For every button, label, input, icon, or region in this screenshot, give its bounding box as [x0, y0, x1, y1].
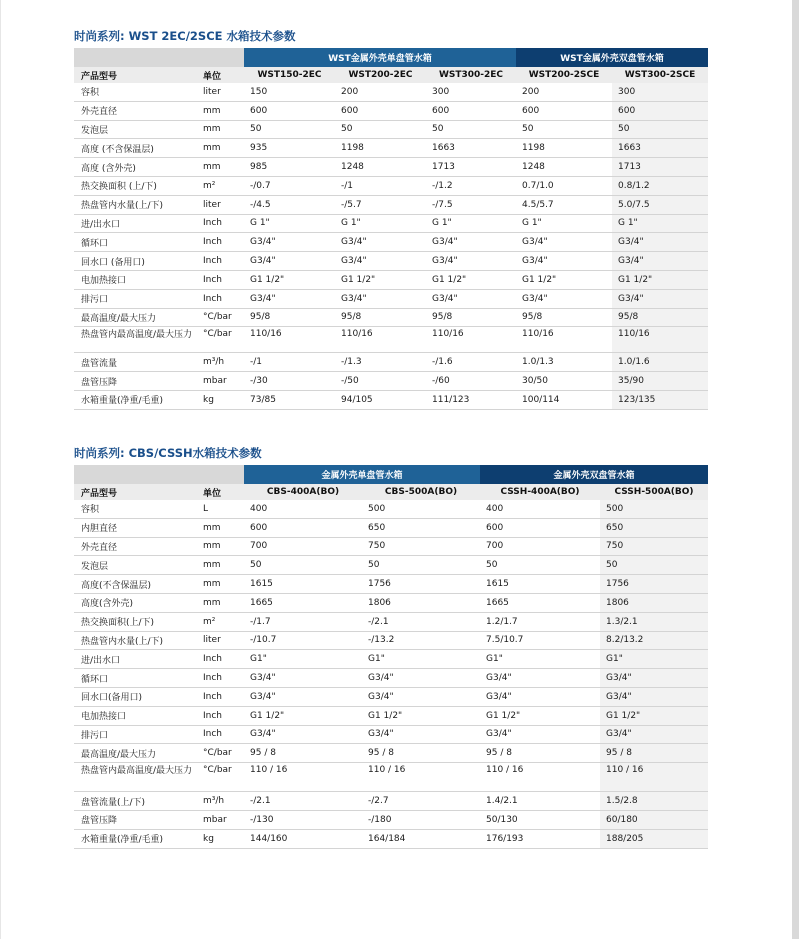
table-cell: 100/114 [516, 390, 612, 409]
column-header-model-name: WST300-2EC [426, 67, 516, 83]
table-cell: -/2.1 [244, 792, 362, 811]
table-cell: -/1 [335, 176, 426, 195]
table-cell: 30/50 [516, 372, 612, 391]
table-cell: 95/8 [335, 308, 426, 327]
table-cell: 600 [244, 101, 335, 120]
table-cell: G3/4" [516, 252, 612, 271]
table-cell: 650 [362, 518, 480, 537]
table-cell: -/5.7 [335, 195, 426, 214]
table-cell: 95/8 [516, 308, 612, 327]
row-label: 容积 [74, 500, 197, 518]
wst-column-header-row [74, 67, 708, 83]
table-cell: 110/16 [612, 327, 708, 353]
row-label: 排污口 [74, 289, 197, 308]
table-cell: 95 / 8 [362, 744, 480, 763]
table-cell: 300 [612, 83, 708, 101]
column-header-model-name: CBS-500A(BO) [362, 484, 480, 500]
table-row [74, 575, 708, 594]
row-unit: °C/bar [197, 308, 244, 327]
table-cell: G3/4" [244, 252, 335, 271]
row-unit: Inch [197, 706, 244, 725]
cbs-group-single-coil: 金属外壳单盘管水箱 [244, 465, 480, 484]
table-cell: 110 / 16 [362, 763, 480, 792]
table-cell: 50/130 [480, 810, 600, 829]
table-cell: G3/4" [244, 687, 362, 706]
row-unit: liter [197, 83, 244, 101]
table-cell: G3/4" [362, 725, 480, 744]
row-label: 高度 (含外壳) [74, 158, 197, 177]
table-row [74, 518, 708, 537]
row-unit: Inch [197, 687, 244, 706]
row-label: 进/出水口 [74, 214, 197, 233]
row-unit: Inch [197, 233, 244, 252]
table-cell: 50 [426, 120, 516, 139]
row-label: 热交换面积 (上/下) [74, 176, 197, 195]
row-label: 电加热接口 [74, 706, 197, 725]
row-unit: Inch [197, 214, 244, 233]
table-cell: 95/8 [426, 308, 516, 327]
table-row [74, 83, 708, 101]
row-unit: °C/bar [197, 327, 244, 353]
row-label: 热盘管内水量(上/下) [74, 195, 197, 214]
cbs-group-header-row [74, 465, 708, 484]
table-row [74, 537, 708, 556]
row-label: 容积 [74, 83, 197, 101]
table-cell: 110/16 [516, 327, 612, 353]
table-cell: 600 [612, 101, 708, 120]
table-cell: G3/4" [480, 687, 600, 706]
table-row [74, 650, 708, 669]
table-cell: 1615 [480, 575, 600, 594]
wst-section-title: 时尚系列: WST 2EC/2SCE 水箱技术参数 [74, 29, 296, 43]
table-cell: 123/135 [612, 390, 708, 409]
table-row [74, 289, 708, 308]
table-cell: -/13.2 [362, 631, 480, 650]
table-cell: 95/8 [244, 308, 335, 327]
table-row [74, 176, 708, 195]
row-unit: Inch [197, 252, 244, 271]
table-row [74, 252, 708, 271]
table-cell: -/4.5 [244, 195, 335, 214]
table-cell: 1663 [426, 139, 516, 158]
cbs-group-double-coil: 金属外壳双盘管水箱 [480, 465, 708, 484]
wst-group-double-coil: WST金属外壳双盘管水箱 [516, 48, 708, 67]
table-cell: -/2.1 [362, 612, 480, 631]
table-cell: G1" [244, 650, 362, 669]
table-cell: -/1.2 [426, 176, 516, 195]
table-cell: G 1" [612, 214, 708, 233]
table-row [74, 763, 708, 792]
group-header-blank [74, 465, 244, 484]
table-cell: G3/4" [600, 669, 708, 688]
table-row [74, 593, 708, 612]
table-cell: G3/4" [600, 725, 708, 744]
table-cell: -/2.7 [362, 792, 480, 811]
table-cell: G3/4" [426, 289, 516, 308]
table-row [74, 120, 708, 139]
table-cell: G1 1/2" [612, 270, 708, 289]
wst-spec-table [74, 48, 708, 410]
table-cell: 110 / 16 [480, 763, 600, 792]
row-label: 回水口(备用口) [74, 687, 197, 706]
table-cell: 500 [600, 500, 708, 518]
table-cell: G3/4" [335, 289, 426, 308]
table-cell: 1.0/1.3 [516, 353, 612, 372]
table-cell: 5.0/7.5 [612, 195, 708, 214]
table-cell: 200 [335, 83, 426, 101]
table-cell: G3/4" [244, 289, 335, 308]
table-cell: 1248 [516, 158, 612, 177]
table-cell: G1 1/2" [362, 706, 480, 725]
table-row [74, 725, 708, 744]
table-cell: 600 [516, 101, 612, 120]
row-unit: m² [197, 176, 244, 195]
table-cell: 1713 [426, 158, 516, 177]
row-label: 外壳直径 [74, 101, 197, 120]
table-cell: G3/4" [600, 687, 708, 706]
row-label: 盘管压降 [74, 810, 197, 829]
wst-group-header-row [74, 48, 708, 67]
row-label: 高度(含外壳) [74, 593, 197, 612]
row-unit: mm [197, 158, 244, 177]
table-cell: G1" [600, 650, 708, 669]
table-row [74, 195, 708, 214]
table-cell: 60/180 [600, 810, 708, 829]
table-cell: 0.7/1.0 [516, 176, 612, 195]
row-unit: mbar [197, 372, 244, 391]
table-cell: 110/16 [335, 327, 426, 353]
table-cell: 95 / 8 [244, 744, 362, 763]
table-cell: 935 [244, 139, 335, 158]
column-header-model-name: WST200-2EC [335, 67, 426, 83]
row-unit: °C/bar [197, 744, 244, 763]
table-cell: 985 [244, 158, 335, 177]
row-unit: Inch [197, 650, 244, 669]
row-label: 水箱重量(净重/毛重) [74, 390, 197, 409]
row-label: 回水口 (备用口) [74, 252, 197, 271]
row-label: 热盘管内最高温度/最大压力 [74, 763, 197, 792]
table-row [74, 744, 708, 763]
row-label: 循环口 [74, 233, 197, 252]
row-unit: kg [197, 390, 244, 409]
table-cell: 1.2/1.7 [480, 612, 600, 631]
table-cell: 1665 [480, 593, 600, 612]
table-cell: G 1" [335, 214, 426, 233]
table-row [74, 353, 708, 372]
table-cell: G3/4" [244, 725, 362, 744]
table-cell: 1.0/1.6 [612, 353, 708, 372]
row-unit: m³/h [197, 792, 244, 811]
table-cell: 188/205 [600, 829, 708, 848]
table-cell: G3/4" [612, 289, 708, 308]
table-cell: G1" [362, 650, 480, 669]
row-unit: m² [197, 612, 244, 631]
table-cell: -/1 [244, 353, 335, 372]
column-header-model-name: CSSH-500A(BO) [600, 484, 708, 500]
cbs-column-header-row [74, 484, 708, 500]
table-cell: 4.5/5.7 [516, 195, 612, 214]
table-row [74, 101, 708, 120]
table-row [74, 158, 708, 177]
row-label: 最高温度/最大压力 [74, 744, 197, 763]
row-label: 外壳直径 [74, 537, 197, 556]
table-cell: 1.3/2.1 [600, 612, 708, 631]
column-header-model-name: WST150-2EC [244, 67, 335, 83]
column-header-unit: 单位 [197, 67, 244, 83]
table-cell: G3/4" [426, 252, 516, 271]
table-cell: 600 [244, 518, 362, 537]
table-row [74, 500, 708, 518]
row-label: 发泡层 [74, 120, 197, 139]
row-label: 最高温度/最大压力 [74, 308, 197, 327]
row-label: 热盘管内水量(上/下) [74, 631, 197, 650]
table-cell: 1198 [516, 139, 612, 158]
table-row [74, 556, 708, 575]
column-header-model-name: WST300-2SCE [612, 67, 708, 83]
table-cell: 50 [362, 556, 480, 575]
table-cell: 50 [335, 120, 426, 139]
table-cell: 50 [600, 556, 708, 575]
table-cell: 750 [600, 537, 708, 556]
table-cell: 600 [335, 101, 426, 120]
table-cell: G3/4" [244, 669, 362, 688]
table-row [74, 612, 708, 631]
row-unit: mm [197, 575, 244, 594]
column-header-model-name: CSSH-400A(BO) [480, 484, 600, 500]
table-cell: 600 [426, 101, 516, 120]
table-cell: 750 [362, 537, 480, 556]
table-cell: 150 [244, 83, 335, 101]
table-cell: 650 [600, 518, 708, 537]
row-unit: mbar [197, 810, 244, 829]
table-cell: 700 [244, 537, 362, 556]
page-left-edge [0, 0, 1, 939]
table-row [74, 706, 708, 725]
table-cell: G1 1/2" [516, 270, 612, 289]
table-cell: 164/184 [362, 829, 480, 848]
table-cell: -/180 [362, 810, 480, 829]
table-cell: G1" [480, 650, 600, 669]
table-cell: -/7.5 [426, 195, 516, 214]
table-cell: 35/90 [612, 372, 708, 391]
table-cell: 400 [480, 500, 600, 518]
column-header-model-name: CBS-400A(BO) [244, 484, 362, 500]
table-cell: 110/16 [244, 327, 335, 353]
row-label: 水箱重量(净重/毛重) [74, 829, 197, 848]
table-cell: 50 [480, 556, 600, 575]
table-cell: -/1.6 [426, 353, 516, 372]
table-cell: 1663 [612, 139, 708, 158]
table-cell: 50 [244, 120, 335, 139]
row-unit: Inch [197, 669, 244, 688]
table-cell: G3/4" [362, 669, 480, 688]
table-row [74, 214, 708, 233]
row-unit: mm [197, 139, 244, 158]
row-unit: liter [197, 195, 244, 214]
table-cell: G 1" [244, 214, 335, 233]
row-label: 热盘管内最高温度/最大压力 [74, 327, 197, 353]
table-cell: -/30 [244, 372, 335, 391]
row-unit: m³/h [197, 353, 244, 372]
table-cell: 600 [480, 518, 600, 537]
group-header-blank [74, 48, 244, 67]
row-unit: mm [197, 556, 244, 575]
table-cell: 94/105 [335, 390, 426, 409]
table-cell: G3/4" [612, 233, 708, 252]
table-row [74, 139, 708, 158]
column-header-model: 产品型号 [74, 484, 197, 500]
table-cell: 95 / 8 [600, 744, 708, 763]
table-cell: -/60 [426, 372, 516, 391]
table-cell: G3/4" [335, 252, 426, 271]
table-row [74, 372, 708, 391]
table-cell: G3/4" [362, 687, 480, 706]
row-label: 盘管压降 [74, 372, 197, 391]
table-cell: G3/4" [516, 233, 612, 252]
table-cell: 300 [426, 83, 516, 101]
table-cell: -/1.7 [244, 612, 362, 631]
table-cell: 200 [516, 83, 612, 101]
table-row [74, 327, 708, 353]
table-cell: 1.4/2.1 [480, 792, 600, 811]
table-cell: 95 / 8 [480, 744, 600, 763]
table-cell: 1756 [362, 575, 480, 594]
row-label: 热交换面积(上/下) [74, 612, 197, 631]
row-unit: mm [197, 120, 244, 139]
table-cell: 1615 [244, 575, 362, 594]
table-cell: 144/160 [244, 829, 362, 848]
table-cell: 95/8 [612, 308, 708, 327]
row-label: 排污口 [74, 725, 197, 744]
table-cell: 8.2/13.2 [600, 631, 708, 650]
table-row [74, 270, 708, 289]
row-unit: mm [197, 518, 244, 537]
table-cell: -/0.7 [244, 176, 335, 195]
row-unit: Inch [197, 270, 244, 289]
table-row [74, 810, 708, 829]
column-header-model-name: WST200-2SCE [516, 67, 612, 83]
table-cell: 1713 [612, 158, 708, 177]
table-row [74, 792, 708, 811]
table-cell: G3/4" [480, 725, 600, 744]
row-unit: mm [197, 101, 244, 120]
wst-spec-section [74, 28, 708, 410]
row-label: 发泡层 [74, 556, 197, 575]
table-cell: -/10.7 [244, 631, 362, 650]
table-cell: G3/4" [612, 252, 708, 271]
table-row [74, 669, 708, 688]
row-label: 高度(不含保温层) [74, 575, 197, 594]
table-cell: 110 / 16 [244, 763, 362, 792]
page-right-edge [792, 0, 799, 939]
table-cell: 7.5/10.7 [480, 631, 600, 650]
table-cell: 0.8/1.2 [612, 176, 708, 195]
row-label: 电加热接口 [74, 270, 197, 289]
table-cell: 50 [612, 120, 708, 139]
row-unit: L [197, 500, 244, 518]
table-cell: 700 [480, 537, 600, 556]
table-row [74, 308, 708, 327]
table-cell: G1 1/2" [480, 706, 600, 725]
table-cell: 50 [516, 120, 612, 139]
table-cell: 1.5/2.8 [600, 792, 708, 811]
table-cell: 1806 [362, 593, 480, 612]
table-cell: 73/85 [244, 390, 335, 409]
table-cell: G3/4" [516, 289, 612, 308]
table-row [74, 687, 708, 706]
table-cell: 176/193 [480, 829, 600, 848]
cbs-spec-section [74, 445, 708, 849]
table-cell: 1665 [244, 593, 362, 612]
column-header-unit: 单位 [197, 484, 244, 500]
column-header-model: 产品型号 [74, 67, 197, 83]
row-unit: liter [197, 631, 244, 650]
table-cell: G1 1/2" [244, 270, 335, 289]
row-unit: kg [197, 829, 244, 848]
table-cell: 110/16 [426, 327, 516, 353]
row-label: 进/出水口 [74, 650, 197, 669]
row-label: 盘管流量(上/下) [74, 792, 197, 811]
table-row [74, 390, 708, 409]
table-cell: 111/123 [426, 390, 516, 409]
row-label: 循环口 [74, 669, 197, 688]
table-row [74, 233, 708, 252]
table-cell: 1248 [335, 158, 426, 177]
table-cell: 1198 [335, 139, 426, 158]
table-cell: -/50 [335, 372, 426, 391]
table-cell: 110 / 16 [600, 763, 708, 792]
row-unit: mm [197, 593, 244, 612]
row-label: 盘管流量 [74, 353, 197, 372]
table-cell: -/1.3 [335, 353, 426, 372]
row-unit: Inch [197, 289, 244, 308]
row-unit: mm [197, 537, 244, 556]
wst-group-single-coil: WST金属外壳单盘管水箱 [244, 48, 516, 67]
row-label: 高度 (不含保温层) [74, 139, 197, 158]
table-cell: G1 1/2" [244, 706, 362, 725]
table-cell: G 1" [426, 214, 516, 233]
cbs-section-title: 时尚系列: CBS/CSSH水箱技术参数 [74, 446, 262, 460]
cbs-spec-table [74, 465, 708, 849]
table-row [74, 631, 708, 650]
table-cell: G3/4" [335, 233, 426, 252]
table-cell: G1 1/2" [335, 270, 426, 289]
table-cell: G 1" [516, 214, 612, 233]
row-unit: °C/bar [197, 763, 244, 792]
table-cell: 50 [244, 556, 362, 575]
table-cell: G1 1/2" [426, 270, 516, 289]
table-cell: 1806 [600, 593, 708, 612]
table-row [74, 829, 708, 848]
table-cell: 1756 [600, 575, 708, 594]
table-cell: G3/4" [480, 669, 600, 688]
table-cell: G3/4" [426, 233, 516, 252]
row-unit: Inch [197, 725, 244, 744]
table-cell: G3/4" [244, 233, 335, 252]
table-cell: -/130 [244, 810, 362, 829]
row-label: 内胆直径 [74, 518, 197, 537]
table-cell: 400 [244, 500, 362, 518]
table-cell: 500 [362, 500, 480, 518]
table-cell: G1 1/2" [600, 706, 708, 725]
